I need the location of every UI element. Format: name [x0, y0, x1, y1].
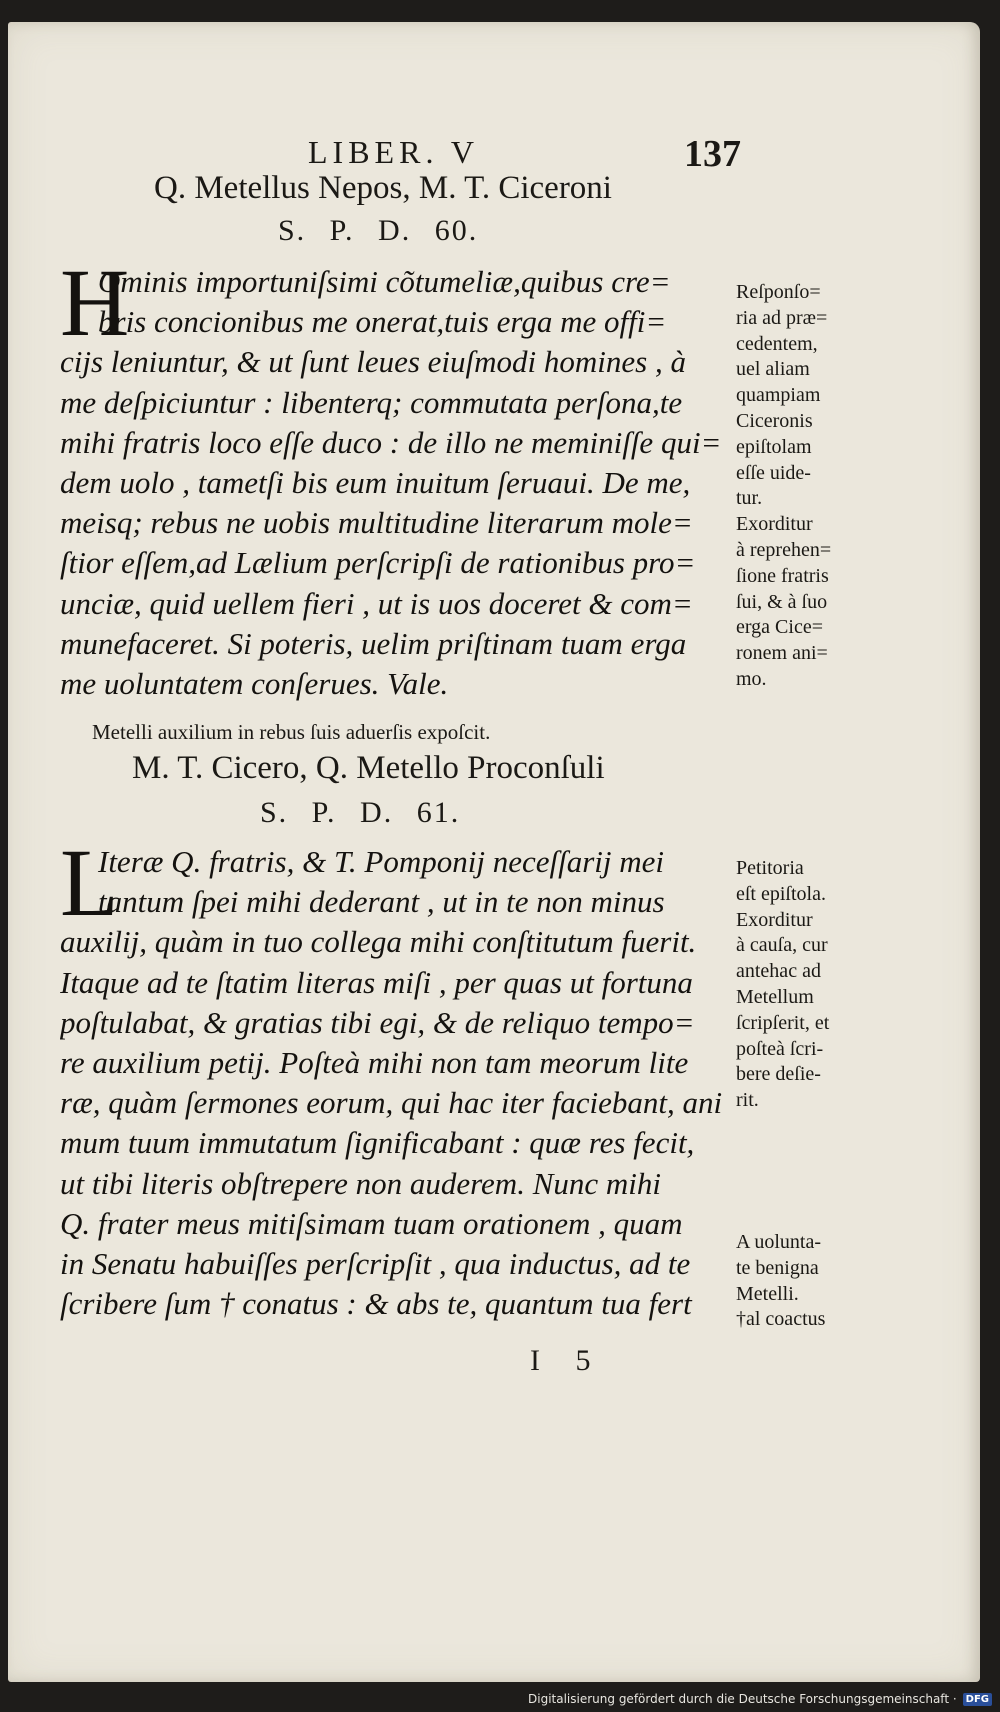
text-line: in Senatu habuiſſes perſcripſit , qua inductus, ad te	[60, 1245, 691, 1281]
letter-61-drop-cap: L	[60, 829, 119, 936]
margin-line: eſſe uide-	[736, 461, 811, 484]
dfg-logo: DFG	[963, 1693, 992, 1706]
text-line: auxilij, quàm in tuo collega mihi conſtitutum fuerit.	[60, 924, 697, 960]
text-line: unciæ, quid uellem fieri , ut is uos doceret & com=	[60, 585, 693, 621]
letter-60-marginal-note	[736, 280, 872, 693]
running-title: LIBER. V	[308, 134, 479, 170]
margin-line: Petitoria	[736, 857, 804, 879]
letter-60-body	[60, 249, 736, 704]
letter-60-title: Q. Metellus Nepos, M. T. Ciceroni	[154, 170, 612, 206]
letter-60-salutation: S. P. D. 60.	[278, 214, 479, 247]
letter-61-salutation: S. P. D. 61.	[260, 796, 461, 829]
margin-line: rit.	[736, 1089, 759, 1112]
margin-line: ſcripſerit, et	[736, 1011, 830, 1034]
letter-61-body	[60, 829, 736, 1324]
margin-line: ſione fratris	[736, 564, 829, 587]
running-header	[8, 122, 980, 175]
text-line: ut tibi literis obſtrepere non auderem. Nunc mihi	[60, 1165, 661, 1201]
margin-line: ſui, & à ſuo	[736, 590, 828, 613]
margin-line: erga Cice=	[736, 616, 823, 639]
margin-line: cedentem,	[736, 332, 818, 355]
margin-line: à cauſa, cur	[736, 934, 828, 957]
text-line: mihi fratris loco eſſe duco : de illo ne meminiſſe qui=	[60, 424, 722, 460]
page-number: 137	[684, 133, 741, 175]
margin-line: A uolunta-	[736, 1231, 821, 1253]
text-line: Itaque ad te ſtatim literas miſi , per quas ut fortuna	[60, 964, 693, 1000]
text-line: dem uolo , tametſi bis eum inuitum ſeruaui. De me,	[60, 464, 691, 500]
letter-61-marginal-note-2	[736, 1230, 872, 1333]
signature-mark: I 5	[530, 1344, 605, 1377]
text-line: poſtulabat, & gratias tibi egi, & de reliquo tempo=	[60, 1004, 695, 1040]
letter-61-marginal-note-1	[736, 856, 872, 1114]
margin-line: eſt epiſtola.	[736, 882, 826, 905]
margin-line: tur.	[736, 487, 763, 510]
text-line: munefaceret. Si poteris, uelim priſtinam tuam erga	[60, 625, 687, 661]
letter-61-title: M. T. Cicero, Q. Metello Proconſuli	[132, 750, 605, 786]
margin-line: à reprehen=	[736, 538, 832, 561]
footer-credit: Digitalisierung gefördert durch die Deutsche Forschungsgemeinschaft ·	[528, 1692, 957, 1706]
text-line: cijs leniuntur, & ut ſunt leues eiuſmodi homines , à	[60, 344, 686, 380]
margin-line: epiſtolam	[736, 435, 812, 458]
text-line: ræ, quàm ſermones eorum, qui hac iter faciebant, ani	[60, 1085, 723, 1121]
text-line: Q. frater meus mitiſsimam tuam orationem , quam	[60, 1205, 683, 1241]
margin-line: te benigna	[736, 1256, 819, 1279]
text-line: Ominis importuniſsimi cõtumeliæ,quibus cre=	[98, 264, 671, 299]
margin-line: quampiam	[736, 384, 821, 407]
margin-line: ronem ani=	[736, 642, 828, 665]
text-line: meisq; rebus ne uobis multitudine literarum mole=	[60, 505, 693, 541]
letter-61-argument: Metelli auxilium in rebus ſuis aduerſis expoſcit.	[92, 720, 491, 744]
margin-line: Reſponſo=	[736, 281, 821, 303]
letter-60-drop-cap: H	[60, 249, 130, 356]
text-line: tantum ſpei mihi dederant , ut in te non minus	[98, 884, 665, 920]
text-line: ſtior eſſem,ad Lælium perſcripſi de rationibus pro=	[60, 545, 696, 581]
margin-line: uel aliam	[736, 358, 810, 381]
margin-line: Metelli.	[736, 1282, 799, 1305]
text-line: Iteræ Q. fratris, & T. Pomponij neceſſarij mei	[98, 844, 665, 879]
margin-line: ria ad præ=	[736, 306, 828, 329]
margin-line: Exorditur	[736, 908, 813, 931]
text-line: me uoluntatem conſerues. Vale.	[60, 665, 449, 701]
digitization-footer	[0, 1686, 1000, 1712]
margin-line: Metellum	[736, 985, 814, 1008]
text-line: ſcribere ſum † conatus : & abs te, quantum tua fert	[60, 1286, 692, 1322]
text-line: bris concionibus me onerat,tuis erga me offi=	[98, 304, 667, 340]
margin-line: Exorditur	[736, 513, 813, 536]
book-page	[8, 22, 980, 1682]
text-line: mum tuum immutatum ſignificabant : quæ res fecit,	[60, 1125, 695, 1161]
text-line: me deſpiciuntur : libenterq; commutata perſona,te	[60, 384, 683, 420]
margin-line: †al coactus	[736, 1308, 826, 1331]
margin-line: mo.	[736, 667, 767, 690]
margin-line: Ciceronis	[736, 409, 813, 432]
margin-line: poſteà ſcri-	[736, 1037, 824, 1060]
text-line: re auxilium petij. Poſteà mihi non tam meorum lite	[60, 1044, 689, 1080]
margin-line: antehac ad	[736, 960, 821, 983]
margin-line: bere deſie-	[736, 1063, 821, 1086]
